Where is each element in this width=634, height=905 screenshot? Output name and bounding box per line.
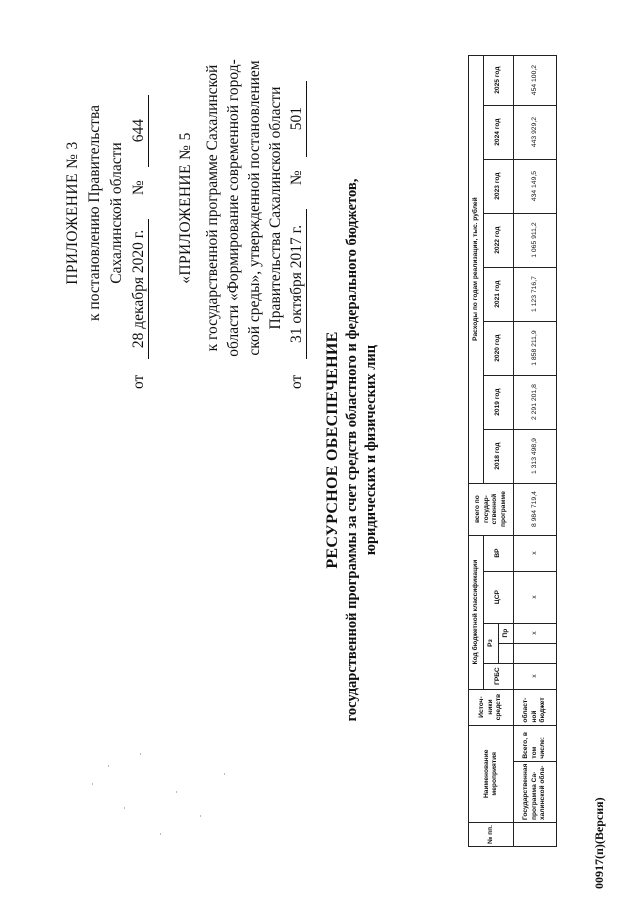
cell-2024: 443 929,2 (514, 105, 557, 159)
header-total: всего по государ-ственной программе (469, 483, 514, 535)
scan-speck (140, 753, 141, 755)
cell-sub: Всего, в том числе: (514, 725, 557, 761)
appendix-5-from-label: от (288, 374, 305, 389)
appendix-3-line1: к постановлению Правительства (86, 105, 103, 321)
cell-2021: 1 123 716,7 (514, 267, 557, 321)
cell-pr: х (514, 623, 557, 643)
appendix-5-date-line (286, 23, 307, 393)
cell-total: 8 984 719,4 (514, 483, 557, 535)
cell-rz (514, 643, 557, 663)
appendix-3-date: 28 декабря 2020 г. (130, 219, 149, 359)
scan-speck (92, 783, 93, 785)
resource-table (468, 55, 557, 847)
heading-line3: юридических и физических лиц (363, 344, 379, 556)
header-year-2024: 2024 год (484, 105, 514, 159)
cell-grbs: х (514, 663, 557, 689)
table-header-row-1 (469, 55, 484, 846)
appendix-5-num-label: № (288, 170, 305, 186)
appendix-5-line3: ской среды», утвержденной постановлением (246, 60, 263, 356)
cell-2022: 1 065 911,2 (514, 213, 557, 267)
header-pr: Пр (499, 623, 514, 643)
appendix-5-number: 501 (288, 81, 307, 157)
header-years-group: Расходы по годам реализации, тыс. рублей (469, 55, 484, 483)
header-year-2018: 2018 год (484, 429, 514, 483)
header-num: № пп. (469, 823, 514, 847)
appendix-3-line2: Сахалинской области (108, 142, 125, 284)
appendix-5-date: 31 октября 2017 г. (288, 209, 307, 359)
cell-name: Государственная программа Са-халинской обла- (514, 761, 557, 822)
appendix-3-title: ПРИЛОЖЕНИЕ № 3 (64, 141, 81, 285)
scan-speck (224, 773, 225, 775)
header-csr: ЦСР (484, 571, 514, 623)
cell-num (514, 823, 557, 847)
heading-line2: государственной программы за счет средств областного и федерального бюджетов, (344, 178, 360, 722)
header-year-2023: 2023 год (484, 159, 514, 213)
footer-code: 00917(п)(Версия) (592, 797, 606, 889)
cell-2023: 434 149,5 (514, 159, 557, 213)
header-kbk-group: Код бюджетной классификации (469, 535, 484, 689)
header-source: Источ-ники средств (469, 689, 514, 725)
heading-title: РЕСУРСНОЕ ОБЕСПЕЧЕНИЕ (324, 331, 341, 569)
scan-speck (176, 791, 177, 793)
header-grbs: ГРБС (484, 663, 514, 689)
header-rz-blank (499, 643, 514, 663)
header-year-2022: 2022 год (484, 213, 514, 267)
cell-vr: х (514, 535, 557, 571)
appendix-5-line1: к государственной программе Сахалинской (204, 64, 221, 352)
cell-2019: 2 291 201,8 (514, 375, 557, 429)
header-name: Наименование мероприятия (469, 725, 514, 822)
appendix-5-line4: Правительства Сахалинской области (267, 86, 284, 330)
scan-speck (124, 807, 125, 809)
header-year-2019: 2019 год (484, 375, 514, 429)
appendix-5-line2: области «Формирование современной город- (225, 59, 242, 357)
cell-csr: х (514, 571, 557, 623)
scan-speck (160, 833, 161, 835)
header-year-2025: 2025 год (484, 55, 514, 105)
header-year-2020: 2020 год (484, 321, 514, 375)
header-rz: Рз (484, 623, 499, 663)
cell-2025: 454 100,2 (514, 55, 557, 105)
appendix-3-from-label: от (130, 374, 147, 389)
appendix-5-title: «ПРИЛОЖЕНИЕ № 5 (177, 132, 194, 284)
appendix-3-date-line (128, 33, 150, 393)
header-vr: ВР (484, 535, 514, 571)
table-row (514, 55, 557, 846)
appendix-3-number: 644 (130, 95, 149, 167)
header-year-2021: 2021 год (484, 267, 514, 321)
appendix-3-block (62, 33, 150, 393)
cell-2020: 1 858 211,9 (514, 321, 557, 375)
document-heading (322, 105, 381, 795)
scan-speck (108, 765, 109, 767)
scan-speck (200, 815, 201, 817)
cell-2018: 1 313 498,9 (514, 429, 557, 483)
appendix-5-block (175, 23, 307, 393)
appendix-3-num-label: № (130, 180, 147, 196)
cell-source: област-ной бюджет (514, 689, 557, 725)
